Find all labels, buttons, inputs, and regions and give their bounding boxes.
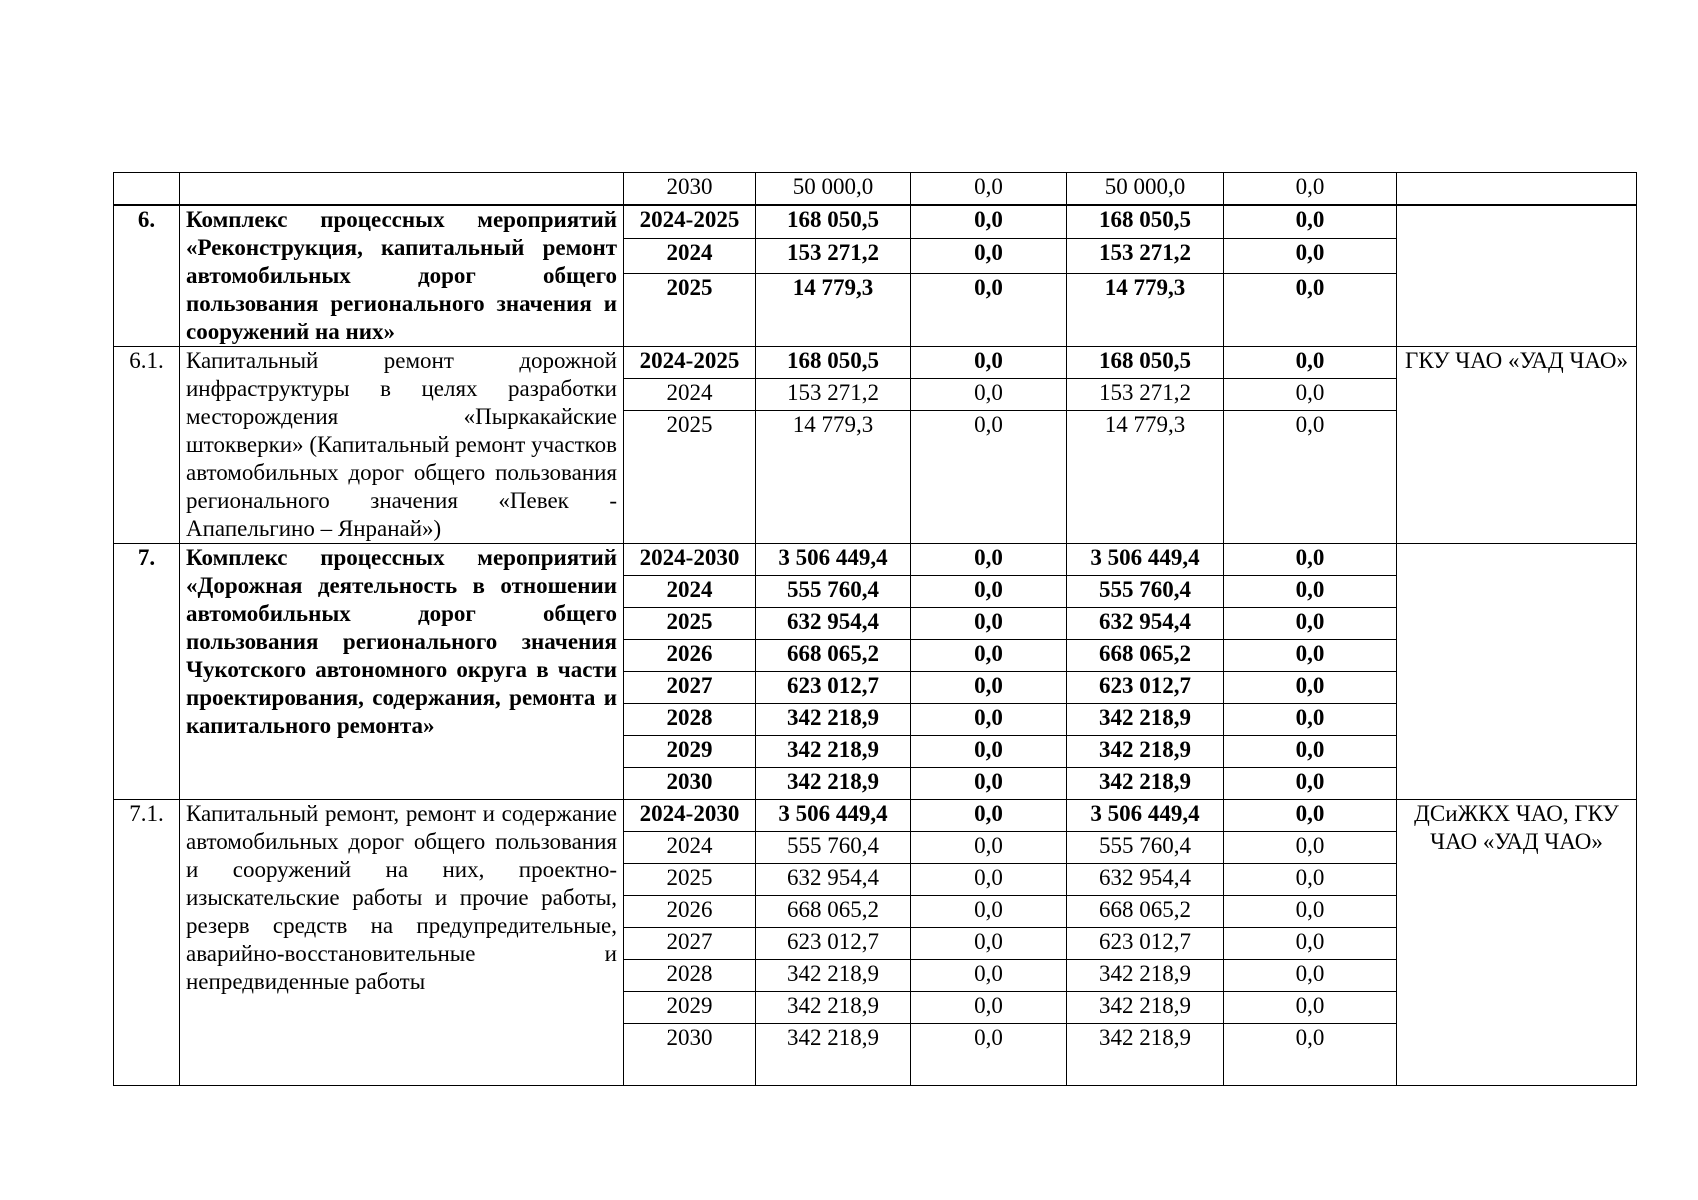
year-cell: 2024 (624, 831, 756, 863)
regional-cell: 555 760,4 (1067, 575, 1224, 607)
other-cell: 0,0 (1224, 410, 1397, 543)
year-cell: 2029 (624, 991, 756, 1023)
item-number: 7. (114, 543, 180, 799)
federal-cell: 0,0 (911, 639, 1067, 671)
other-cell: 0,0 (1224, 831, 1397, 863)
year-cell: 2024 (624, 239, 756, 273)
regional-cell: 555 760,4 (1067, 831, 1224, 863)
total-cell: 3 506 449,4 (756, 799, 911, 831)
regional-cell: 632 954,4 (1067, 607, 1224, 639)
total-cell: 50 000,0 (756, 173, 911, 205)
table-body (114, 173, 1637, 1086)
regional-cell: 153 271,2 (1067, 239, 1224, 273)
regional-cell: 14 779,3 (1067, 410, 1224, 543)
item-description: Комплекс процессных мероприятий «Реконструкция, капитальный ремонт автомобильных дорог общего пользования регионального значения и сооружений на них» (180, 205, 624, 347)
regional-cell: 342 218,9 (1067, 991, 1224, 1023)
federal-cell: 0,0 (911, 239, 1067, 273)
other-cell: 0,0 (1224, 173, 1397, 205)
federal-cell: 0,0 (911, 671, 1067, 703)
table-row (114, 205, 1637, 239)
federal-cell: 0,0 (911, 378, 1067, 410)
table-row (114, 799, 1637, 831)
regional-cell: 50 000,0 (1067, 173, 1224, 205)
total-cell: 342 218,9 (756, 703, 911, 735)
table-row (114, 173, 1637, 205)
total-cell: 555 760,4 (756, 831, 911, 863)
regional-cell: 623 012,7 (1067, 927, 1224, 959)
year-cell: 2024-2025 (624, 205, 756, 239)
total-cell: 14 779,3 (756, 410, 911, 543)
regional-cell: 342 218,9 (1067, 735, 1224, 767)
federal-cell: 0,0 (911, 799, 1067, 831)
total-cell: 153 271,2 (756, 239, 911, 273)
regional-cell: 3 506 449,4 (1067, 799, 1224, 831)
other-cell: 0,0 (1224, 703, 1397, 735)
year-cell: 2025 (624, 410, 756, 543)
other-cell: 0,0 (1224, 639, 1397, 671)
other-cell: 0,0 (1224, 895, 1397, 927)
other-cell: 0,0 (1224, 346, 1397, 378)
total-cell: 632 954,4 (756, 863, 911, 895)
other-cell: 0,0 (1224, 799, 1397, 831)
year-cell: 2028 (624, 959, 756, 991)
regional-cell: 14 779,3 (1067, 273, 1224, 346)
year-cell: 2024 (624, 378, 756, 410)
year-cell: 2030 (624, 767, 756, 799)
other-cell: 0,0 (1224, 543, 1397, 575)
total-cell: 623 012,7 (756, 927, 911, 959)
total-cell: 342 218,9 (756, 735, 911, 767)
federal-cell: 0,0 (911, 410, 1067, 543)
federal-cell: 0,0 (911, 767, 1067, 799)
federal-cell: 0,0 (911, 607, 1067, 639)
year-cell: 2025 (624, 863, 756, 895)
year-cell: 2026 (624, 639, 756, 671)
federal-cell: 0,0 (911, 273, 1067, 346)
year-cell: 2025 (624, 273, 756, 346)
federal-cell: 0,0 (911, 575, 1067, 607)
federal-cell: 0,0 (911, 346, 1067, 378)
total-cell: 342 218,9 (756, 767, 911, 799)
total-cell: 153 271,2 (756, 378, 911, 410)
total-cell: 668 065,2 (756, 895, 911, 927)
year-cell: 2027 (624, 927, 756, 959)
regional-cell: 668 065,2 (1067, 895, 1224, 927)
other-cell: 0,0 (1224, 575, 1397, 607)
item-description: Капитальный ремонт, ремонт и содержание автомобильных дорог общего пользования и сооружений на них, проектно-изыскательские работы и прочие работы, резерв средств на предупредительные, аварийно-восстановительные и непредвиденные работы (180, 799, 624, 1085)
year-cell: 2028 (624, 703, 756, 735)
total-cell: 668 065,2 (756, 639, 911, 671)
item-description: Комплекс процессных мероприятий «Дорожная деятельность в отношении автомобильных дорог общего пользования регионального значения Чукотского автономного округа в части проектирования, содержания, ремонта и капитального ремонта» (180, 543, 624, 799)
federal-cell: 0,0 (911, 991, 1067, 1023)
budget-table (113, 172, 1637, 1086)
federal-cell: 0,0 (911, 831, 1067, 863)
regional-cell: 168 050,5 (1067, 205, 1224, 239)
federal-cell: 0,0 (911, 1023, 1067, 1085)
item-description: Капитальный ремонт дорожной инфраструктуры в целях разработки месторождения «Пыркакайские штокверки» (Капитальный ремонт участков автомобильных дорог общего пользования регионального значения «Певек - Апапельгино – Янранай») (180, 346, 624, 543)
regional-cell: 153 271,2 (1067, 378, 1224, 410)
num-cell (114, 173, 180, 205)
other-cell: 0,0 (1224, 767, 1397, 799)
regional-cell: 342 218,9 (1067, 1023, 1224, 1085)
year-cell: 2024-2030 (624, 799, 756, 831)
total-cell: 342 218,9 (756, 991, 911, 1023)
regional-cell: 668 065,2 (1067, 639, 1224, 671)
responsible-cell (1397, 173, 1637, 205)
item-number: 6. (114, 205, 180, 347)
year-cell: 2029 (624, 735, 756, 767)
other-cell: 0,0 (1224, 671, 1397, 703)
total-cell: 14 779,3 (756, 273, 911, 346)
other-cell: 0,0 (1224, 735, 1397, 767)
year-cell: 2030 (624, 173, 756, 205)
regional-cell: 623 012,7 (1067, 671, 1224, 703)
federal-cell: 0,0 (911, 927, 1067, 959)
year-cell: 2026 (624, 895, 756, 927)
year-cell: 2027 (624, 671, 756, 703)
table-row (114, 346, 1637, 378)
total-cell: 342 218,9 (756, 1023, 911, 1085)
responsible-executor: ГКУ ЧАО «УАД ЧАО» (1397, 346, 1637, 543)
total-cell: 555 760,4 (756, 575, 911, 607)
total-cell: 342 218,9 (756, 959, 911, 991)
other-cell: 0,0 (1224, 959, 1397, 991)
total-cell: 3 506 449,4 (756, 543, 911, 575)
federal-cell: 0,0 (911, 703, 1067, 735)
table-row (114, 543, 1637, 575)
responsible-executor (1397, 543, 1637, 799)
other-cell: 0,0 (1224, 991, 1397, 1023)
total-cell: 632 954,4 (756, 607, 911, 639)
total-cell: 168 050,5 (756, 205, 911, 239)
federal-cell: 0,0 (911, 959, 1067, 991)
federal-cell: 0,0 (911, 173, 1067, 205)
year-cell: 2024-2025 (624, 346, 756, 378)
federal-cell: 0,0 (911, 895, 1067, 927)
other-cell: 0,0 (1224, 273, 1397, 346)
federal-cell: 0,0 (911, 543, 1067, 575)
other-cell: 0,0 (1224, 1023, 1397, 1085)
regional-cell: 632 954,4 (1067, 863, 1224, 895)
federal-cell: 0,0 (911, 205, 1067, 239)
federal-cell: 0,0 (911, 735, 1067, 767)
year-cell: 2030 (624, 1023, 756, 1085)
regional-cell: 3 506 449,4 (1067, 543, 1224, 575)
responsible-executor: ДСиЖКХ ЧАО, ГКУ ЧАО «УАД ЧАО» (1397, 799, 1637, 1085)
other-cell: 0,0 (1224, 927, 1397, 959)
regional-cell: 168 050,5 (1067, 346, 1224, 378)
total-cell: 168 050,5 (756, 346, 911, 378)
desc-cell (180, 173, 624, 205)
responsible-executor (1397, 205, 1637, 347)
federal-cell: 0,0 (911, 863, 1067, 895)
other-cell: 0,0 (1224, 205, 1397, 239)
total-cell: 623 012,7 (756, 671, 911, 703)
other-cell: 0,0 (1224, 378, 1397, 410)
regional-cell: 342 218,9 (1067, 767, 1224, 799)
other-cell: 0,0 (1224, 607, 1397, 639)
item-number: 6.1. (114, 346, 180, 543)
year-cell: 2024 (624, 575, 756, 607)
regional-cell: 342 218,9 (1067, 959, 1224, 991)
other-cell: 0,0 (1224, 239, 1397, 273)
year-cell: 2025 (624, 607, 756, 639)
other-cell: 0,0 (1224, 863, 1397, 895)
item-number: 7.1. (114, 799, 180, 1085)
regional-cell: 342 218,9 (1067, 703, 1224, 735)
year-cell: 2024-2030 (624, 543, 756, 575)
